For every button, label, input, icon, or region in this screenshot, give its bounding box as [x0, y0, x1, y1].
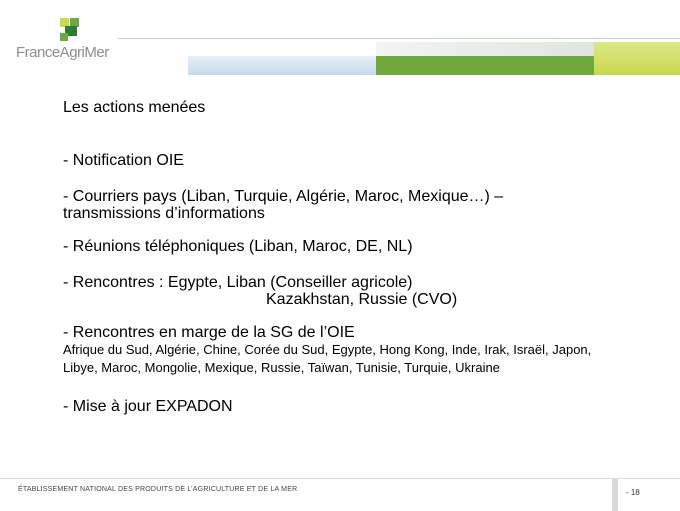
item-notification: - Notification OIE	[63, 152, 184, 169]
item-marge-countries-line1: Afrique du Sud, Algérie, Chine, Corée du Sud, Egypte, Hong Kong, Inde, Irak, Israël, Japon,	[63, 342, 592, 357]
header-band-top	[376, 42, 594, 56]
item-courriers-line2: transmissions d’informations	[63, 205, 265, 222]
item-marge-title: - Rencontres en marge de la SG de l’OIE	[63, 324, 355, 341]
item-reunions: - Réunions téléphoniques (Liban, Maroc, DE, NL)	[63, 238, 413, 255]
item-marge	[63, 324, 591, 377]
footer-text: ÉTABLISSEMENT NATIONAL DES PRODUITS DE L’AGRICULTURE ET DE LA MER	[18, 486, 298, 493]
franceagrimer-logo	[16, 16, 126, 68]
item-marge-countries-line2: Libye, Maroc, Mongolie, Mexique, Russie, Taïwan, Tunisie, Turquie, Ukraine	[63, 360, 500, 375]
logo-mark-icon	[60, 18, 82, 42]
item-rencontres-line2: Kazakhstan, Russie (CVO)	[266, 291, 458, 308]
item-courriers-line1: - Courriers pays (Liban, Turquie, Algérie, Maroc, Mexique…) –	[63, 188, 504, 205]
item-expadon: - Mise à jour EXPADON	[63, 398, 233, 415]
header-band-green	[376, 56, 594, 75]
footer-rule	[0, 478, 680, 479]
header-band-light	[188, 56, 376, 75]
item-courriers	[63, 188, 503, 222]
slide-title: Les actions menées	[63, 99, 206, 116]
footer-divider	[612, 478, 618, 511]
item-rencontres-line1: - Rencontres : Egypte, Liban (Conseiller agricole)	[63, 274, 413, 291]
header-rule	[118, 38, 680, 39]
header-band-yellow	[594, 42, 680, 75]
page-number: - 18	[626, 488, 640, 497]
item-rencontres	[63, 274, 457, 308]
logo-text: FranceAgriMer	[16, 44, 109, 61]
